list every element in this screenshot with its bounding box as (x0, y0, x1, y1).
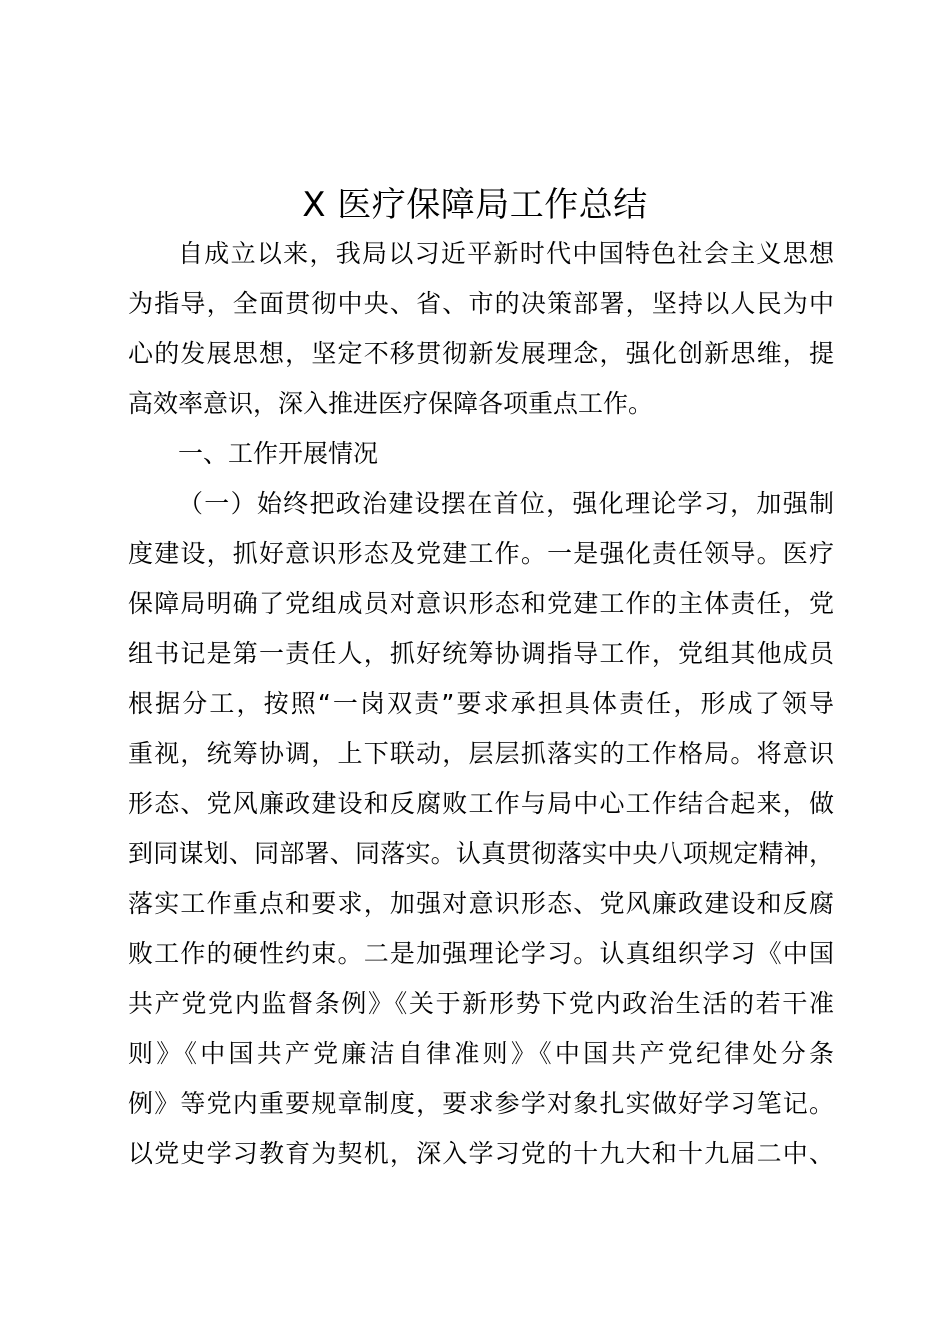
paragraph-line: 例》等党内重要规章制度，要求参学对象扎实做好学习笔记。 (128, 1089, 834, 1118)
paragraph-line: 败工作的硬性约束。二是加强理论学习。认真组织学习《中国 (128, 939, 834, 968)
paragraph-line: 形态、党风廉政建设和反腐败工作与局中心工作结合起来，做 (128, 789, 834, 818)
paragraph-line: 为指导，全面贯彻中央、省、市的决策部署，坚持以人民为中 (128, 289, 834, 318)
document-title: X 医疗保障局工作总结 (302, 185, 648, 225)
section-heading: 一、工作开展情况 (178, 439, 379, 468)
paragraph-line: 心的发展思想，坚定不移贯彻新发展理念，强化创新思维，提 (128, 339, 834, 368)
paragraph-line: 组书记是第一责任人，抓好统筹协调指导工作，党组其他成员 (128, 639, 834, 668)
paragraph-line: 保障局明确了党组成员对意识形态和党建工作的主体责任，党 (128, 589, 834, 618)
paragraph-line: 共产党党内监督条例》《关于新形势下党内政治生活的若干准 (128, 989, 834, 1018)
paragraph-line: 自成立以来，我局以习近平新时代中国特色社会主义思想 (178, 239, 834, 268)
paragraph-line: 落实工作重点和要求，加强对意识形态、党风廉政建设和反腐 (128, 889, 834, 918)
paragraph-line: 到同谋划、同部署、同落实。认真贯彻落实中央八项规定精神， (128, 839, 834, 868)
paragraph-line: 则》《中国共产党廉洁自律准则》《中国共产党纪律处分条 (128, 1039, 834, 1068)
paragraph-line: 根据分工，按照“一岗双责”要求承担具体责任，形成了领导 (128, 689, 834, 718)
paragraph-line: 高效率意识，深入推进医疗保障各项重点工作。 (128, 389, 654, 418)
paragraph-line: （一）始终把政治建设摆在首位，强化理论学习，加强制 (178, 489, 834, 518)
paragraph-line: 重视，统筹协调，上下联动，层层抓落实的工作格局。将意识 (128, 739, 834, 768)
paragraph-line: 度建设，抓好意识形态及党建工作。一是强化责任领导。医疗 (128, 539, 834, 568)
paragraph-line: 以党史学习教育为契机，深入学习党的十九大和十九届二中、 (128, 1139, 834, 1168)
